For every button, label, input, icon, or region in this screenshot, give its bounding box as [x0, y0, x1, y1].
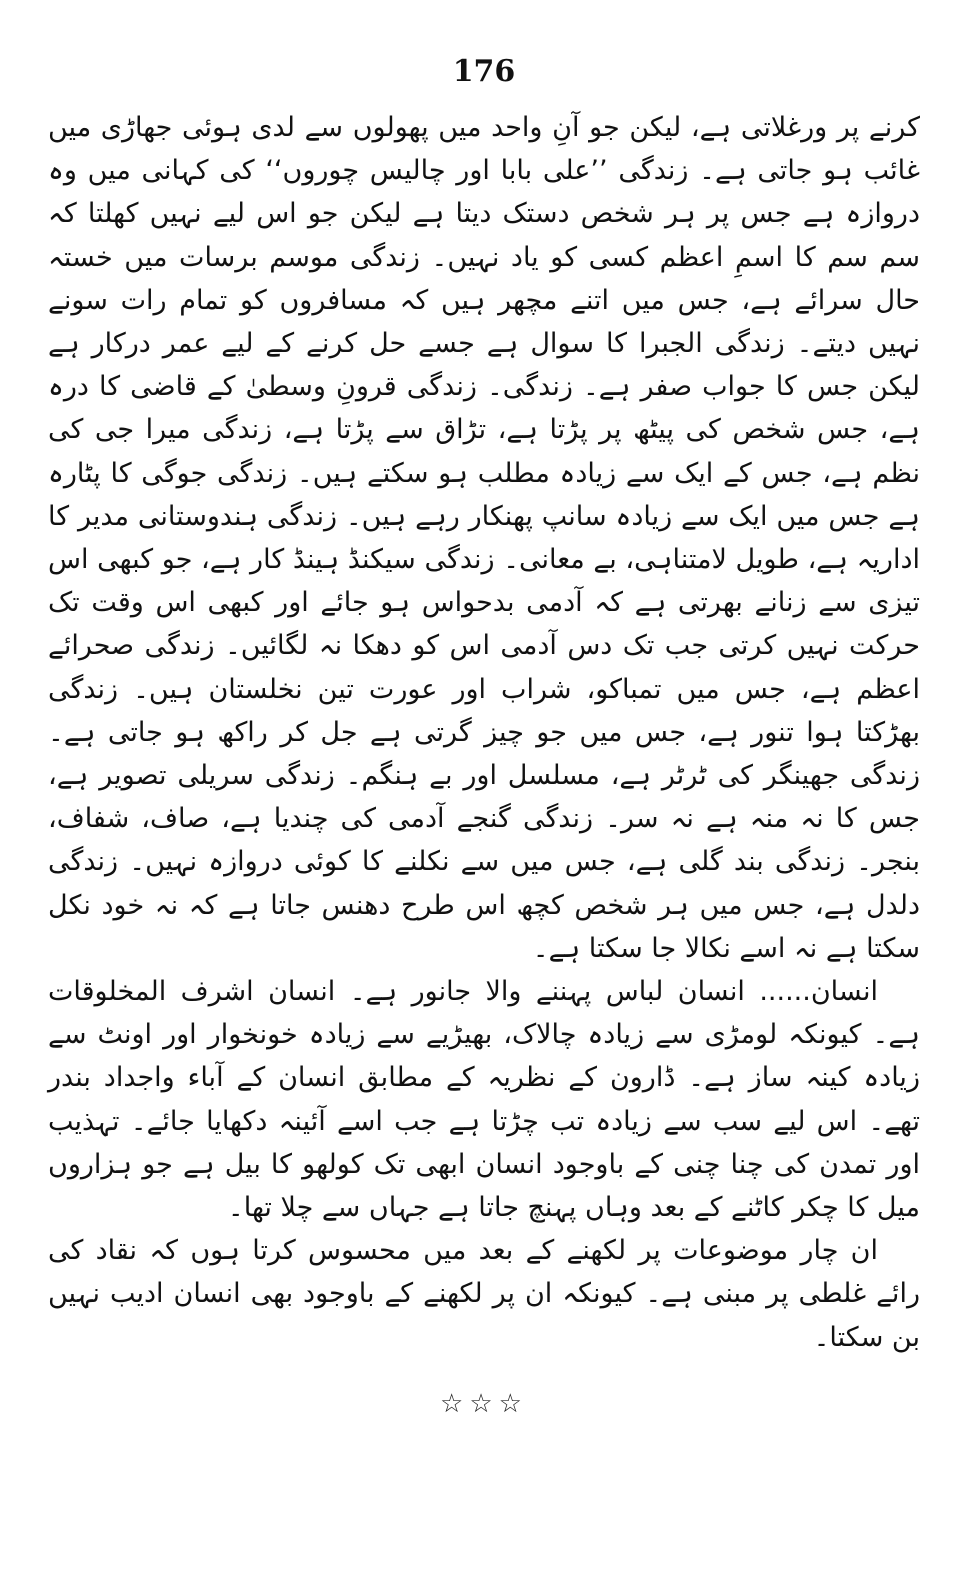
- paragraph-text: کرنے پر ورغلاتی ہے، لیکن جو آنِ واحد میں پھولوں سے لدی ہوئی جھاڑی میں غائب ہو جاتی ہے۔ زندگی ’’علی بابا اور چالیس چوروں‘‘ کی کہانی میں وہ دروازہ ہے جس پر ہر شخص دستک دیتا ہے لیکن جو اس لیے نہیں کھلتا کہ سم سم کا اسمِ اعظم کسی کو یاد نہیں۔ زندگی موسم برسات میں خستہ حال سرائے ہے، جس میں اتنے مچھر ہیں کہ مسافروں کو تمام رات سونے نہیں دیتے۔ زندگی الجبرا کا سوال ہے جسے حل کرنے کے لیے عمر درکار ہے لیکن جس کا جواب صفر ہے۔ زندگی۔ زندگی قرونِ وسطیٰ کے قاضی کا درہ ہے، جس شخص کی پیٹھ پر پڑتا ہے، تڑاق سے پڑتا ہے، زندگی میرا جی کی نظم ہے، جس کے ایک سے زیادہ مطلب ہو سکتے ہیں۔ زندگی جوگی کا پٹارہ ہے جس میں ایک سے زیادہ سانپ پھنکار رہے ہیں۔ زندگی ہندوستانی مدیر کا اداریہ ہے، طویل لامتناہی، بے معانی۔ زندگی سیکنڈ ہینڈ کار ہے، جو کبھی اس تیزی سے زنانے بھرتی ہے کہ آدمی بدحواس ہو جائے اور کبھی اس وقت تک حرکت نہیں کرتی جب تک دس آدمی اس کو دھکا نہ لگائیں۔ زندگی صحرائے اعظم ہے، جس میں تمباکو، شراب اور عورت تین نخلستان ہیں۔ زندگی بھڑکتا ہوا تنور ہے، جس میں جو چیز گرتی ہے جل کر راکھ ہو جاتی ہے۔ زندگی جھینگر کی ٹرٹر ہے، مسلسل اور بے ہنگم۔ زندگی سریلی تصویر ہے، جس کا نہ منہ ہے نہ سر۔ زندگی گنجے آدمی کی چندیا ہے، صاف، شفاف، بنجر۔ زندگی بند گلی ہے، جس میں سے نکلنے کا کوئی دروازہ نہیں۔ زندگی دلدل ہے، جس میں ہر شخص کچھ اس طرح دھنس جاتا ہے کہ نہ خود نکل سکتا ہے نہ اسے نکالا جا سکتا ہے۔: [48, 112, 920, 964]
- paragraph-text: ان چار موضوعات پر لکھنے کے بعد میں محسوس کرتا ہوں کہ نقاد کی رائے غلطی پر مبنی ہے۔ کیونکہ ان پر لکھنے کے باوجود بھی انسان ادیب نہیں بن سکتا۔: [48, 1235, 920, 1353]
- paragraph-human: [48, 970, 920, 1229]
- section-divider-stars: ☆☆☆: [440, 1388, 528, 1419]
- page-number: 176: [452, 54, 516, 89]
- paragraph-text: انسان...... انسان لباس پہننے والا جانور ہے۔ انسان اشرف المخلوقات ہے۔ کیونکہ لومڑی سے زیادہ چالاک، بھیڑیے سے زیادہ خونخوار اور اونٹ سے زیادہ کینہ ساز ہے۔ ڈارون کے نظریہ کے مطابق انسان کے آباء واجداد بندر تھے۔ اس لیے سب سے زیادہ تب چڑتا ہے جب اسے آئینہ دکھایا جائے۔ تہذیب اور تمدن کی چنا چنی کے باوجود انسان ابھی تک کولھو کا بیل ہے جو ہزاروں میل کا چکر کاٹنے کے بعد وہاں پہنچ جاتا ہے جہاں سے چلا تھا۔: [48, 976, 920, 1224]
- paragraph-life: [48, 106, 920, 970]
- paragraph-conclusion: [48, 1229, 920, 1359]
